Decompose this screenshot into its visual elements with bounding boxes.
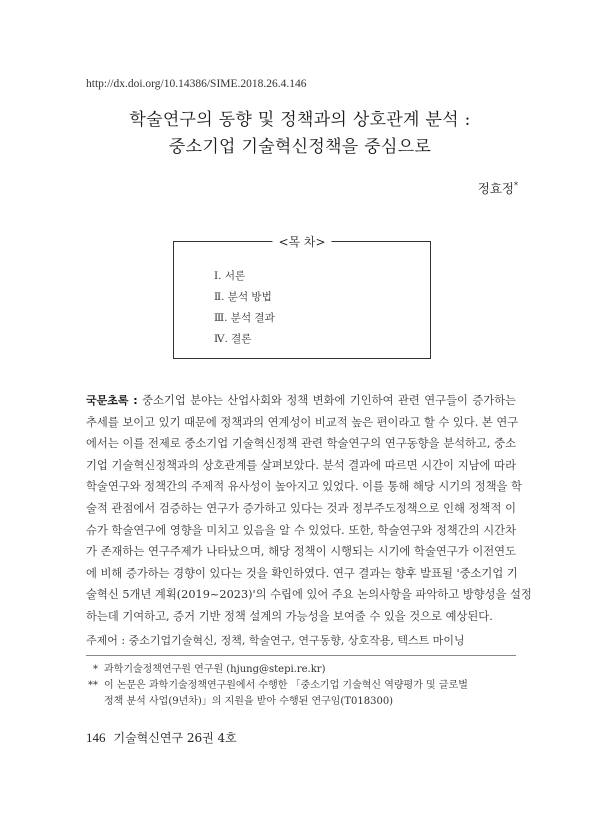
toc-item: Ⅱ. 분석 방법 — [214, 291, 272, 303]
abstract-line: 가 존재하는 연구주제가 나타났으며, 해당 정책이 시행되는 시기에 학술연구가 이전연도 — [86, 545, 516, 559]
footnote — [86, 678, 516, 710]
title-line-2: 중소기업 기술혁신정책을 중심으로 — [168, 137, 432, 157]
abstract-line: 술혁신 5개년 계획(2019~2023)'의 수립에 있어 주요 논의사항을 파악하고 방향성을 설정 — [86, 588, 532, 602]
paper-title — [0, 107, 600, 161]
toc-item: Ⅲ. 분석 결과 — [214, 312, 275, 324]
abstract-line: 에서는 이를 전제로 중소기업 기술혁신정책 관련 학술연구의 연구동향을 분석하고, 중소 — [86, 437, 516, 451]
footnote-text — [104, 662, 516, 678]
toc-item: Ⅳ. 결론 — [214, 333, 252, 345]
author-name: 정효정 — [477, 181, 514, 196]
footnote-mark: * — [93, 664, 98, 675]
abstract-label: 국문초록 : — [86, 394, 138, 407]
footnote — [86, 662, 516, 678]
author-footnote-mark: * — [514, 180, 518, 190]
toc-list — [214, 266, 275, 350]
abstract-line: 추세를 보이고 있기 때문에 정책과의 연계성이 비교적 높은 편이라고 할 수 있다. 본 연구 — [86, 415, 519, 429]
footnote-mark: ** — [88, 680, 98, 691]
footnote-divider — [86, 655, 516, 656]
abstract-line: 학술연구와 정책간의 주제적 유사성이 높아지고 있었다. 이를 통해 해당 시기의 정책을 학 — [86, 480, 522, 494]
abstract-line: 하는데 기여하고, 증거 기반 정책 설계의 가능성을 보여줄 수 있을 것으로 예상된다. — [86, 609, 493, 623]
abstract-line: 슈가 학술연구에 영향을 미치고 있음을 알 수 있었다. 또한, 학술연구와 정책간의 시간차 — [86, 523, 516, 537]
footnote-line: 이 논문은 과학기술정책연구원에서 수행한 「중소기업 기술혁신 역량평가 및 글로벌 — [104, 680, 468, 691]
footnote-line: 정책 분석 사업(9년차)」의 지원을 받아 수행된 연구임(T018300) — [104, 696, 394, 707]
page-footer — [86, 729, 237, 746]
title-line-1: 학술연구의 동향 및 정책과의 상호관계 분석 : — [129, 110, 471, 130]
footnotes — [86, 662, 516, 710]
journal-issue: 기술혁신연구 26권 4호 — [113, 731, 237, 745]
toc-title: <목 차> — [272, 233, 331, 250]
table-of-contents — [173, 235, 431, 359]
abstract-line: 술적 관점에서 검증하는 연구가 증가하고 있다는 것과 정부주도정책으로 인해 정책적 이 — [86, 501, 516, 515]
abstract — [86, 390, 532, 628]
footnote-line: 과학기술정책연구원 연구원 (hjung@stepi.re.kr) — [104, 664, 326, 675]
toc-item: Ⅰ. 서론 — [214, 270, 246, 282]
page-number: 146 — [86, 730, 106, 745]
abstract-line: 기업 기술혁신정책과의 상호관계를 살펴보았다. 분석 결과에 따르면 시간이 지남에 따라 — [86, 458, 516, 472]
abstract-line-text: 중소기업 분야는 산업사회와 정책 변화에 기인하여 관련 연구들이 증가하는 — [142, 394, 517, 407]
doi-link[interactable]: http://dx.doi.org/10.14386/SIME.2018.26.4.146 — [86, 78, 307, 90]
author — [478, 179, 518, 197]
footnote-text — [104, 678, 516, 710]
abstract-line — [86, 390, 516, 412]
keywords: 주제어 : 중소기업기술혁신, 정책, 학술연구, 연구동향, 상호작용, 텍스트 마이닝 — [86, 634, 465, 647]
abstract-line: 에 비해 증가하는 경향이 있다는 것을 확인하였다. 연구 결과는 향후 발표될 '중소기업 기 — [86, 566, 518, 580]
